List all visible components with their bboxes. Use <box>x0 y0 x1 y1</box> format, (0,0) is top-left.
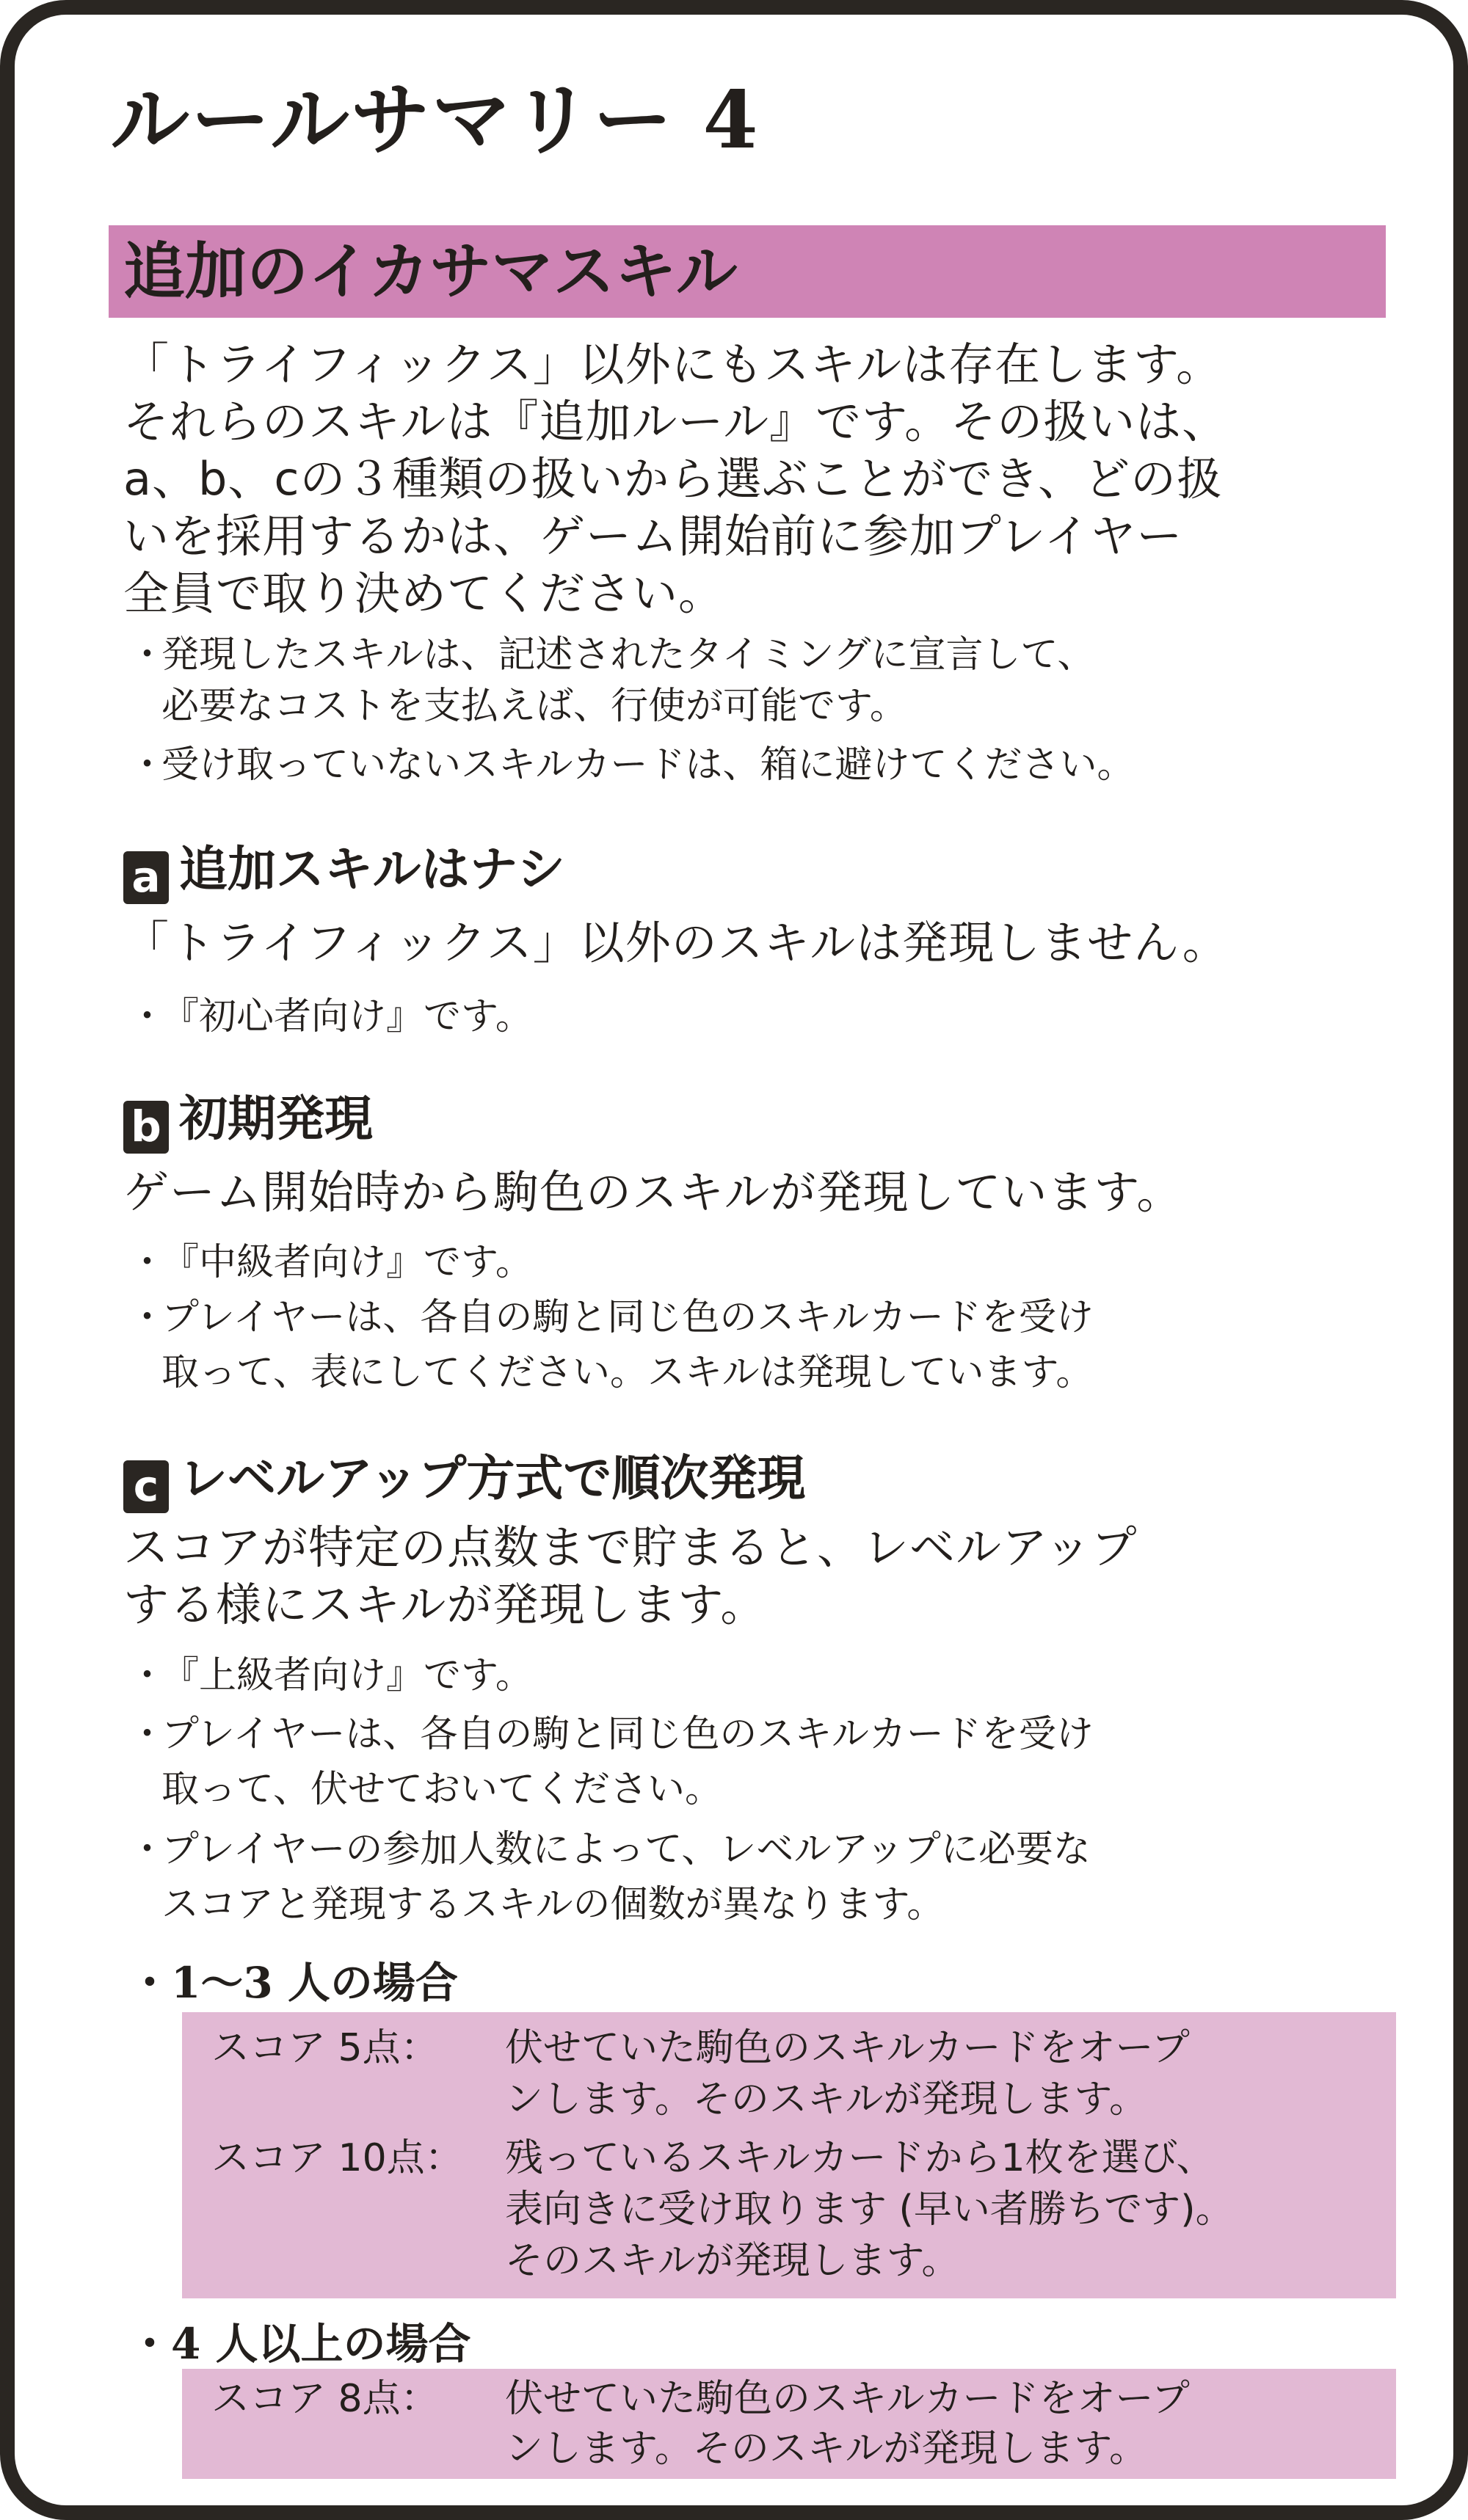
intro-line: いを採用するかは、ゲーム開始前に参加プレイヤー <box>123 509 1183 563</box>
score-text: 表向きに受け取ります (早い者勝ちです)。 <box>505 2188 1234 2232</box>
case-box-4-plus <box>182 2369 1396 2479</box>
bullet-line: 取って、伏せておいてください。 <box>161 1768 722 1811</box>
bullet-mark: ・ <box>128 1654 167 1697</box>
bullet-line: 発現したスキルは、記述されたタイミングに宣言して、 <box>161 633 1095 677</box>
option-c-title: レベルアップ方式で順次発現 <box>179 1450 806 1507</box>
bullet-mark: ・ <box>128 995 167 1038</box>
option-c-body: する様にスキルが発現します。 <box>123 1578 767 1631</box>
bullet-line: 『上級者向け』です。 <box>161 1654 533 1697</box>
option-a-heading <box>123 840 565 904</box>
score-text: ンします。そのスキルが発現します。 <box>505 2077 1148 2122</box>
score-text: そのスキルが発現します。 <box>505 2239 960 2283</box>
option-a-badge: a <box>123 851 169 904</box>
bullet-mark: ・ <box>128 1296 167 1339</box>
option-a-body: 「トライフィックス」以外のスキルは発現しません。 <box>123 916 1229 969</box>
option-a-title: 追加スキルはナシ <box>179 841 566 897</box>
option-b-title: 初期発現 <box>179 1090 373 1147</box>
option-c-heading <box>123 1449 805 1513</box>
bullet-mark: ・ <box>128 633 167 677</box>
score-text: 残っているスキルカードから1枚を選び、 <box>505 2136 1215 2180</box>
bullet-line: 取って、表にしてください。スキルは発現しています。 <box>161 1351 1094 1394</box>
bullet-line: 『初心者向け』です。 <box>161 995 533 1038</box>
score-label: スコア 8点： <box>211 2377 439 2421</box>
bullet-mark: ・ <box>128 743 167 787</box>
bullet-line: プレイヤーの参加人数によって、レベルアップに必要な <box>161 1828 1091 1871</box>
bullet-mark: ・ <box>128 1241 167 1284</box>
option-b-body: ゲーム開始時から駒色のスキルが発現しています。 <box>123 1165 1183 1219</box>
score-text: 伏せていた駒色のスキルカードをオープ <box>505 2026 1190 2070</box>
intro-line: 全員で取り決めてください。 <box>123 567 725 620</box>
bullet-line: スコアと発現するスキルの個数が異なります。 <box>161 1883 945 1926</box>
option-b-heading <box>123 1090 373 1154</box>
bullet-line: 『中級者向け』です。 <box>161 1241 533 1284</box>
intro-line: それらのスキルは『追加ルール』です。その扱いは、 <box>123 395 1229 448</box>
score-text: 伏せていた駒色のスキルカードをオープ <box>505 2377 1190 2421</box>
score-text: ンします。そのスキルが発現します。 <box>505 2427 1148 2471</box>
option-b-badge: b <box>123 1101 169 1154</box>
bullet-line: プレイヤーは、各自の駒と同じ色のスキルカードを受け <box>161 1713 1094 1756</box>
score-label: スコア 5点： <box>211 2026 439 2070</box>
intro-line: a、b、cの３種類の扱いから選ぶことができ、どの扱 <box>123 452 1223 506</box>
bullet-line: 受け取っていないスキルカードは、箱に避けてください。 <box>161 743 1135 787</box>
bullet-mark: ・ <box>128 1713 167 1756</box>
page-title: ルールサマリー 4 <box>110 74 760 167</box>
section-header-band <box>109 225 1386 318</box>
bullet-line: 必要なコストを支払えば、行使が可能です。 <box>161 685 907 728</box>
option-c-badge: c <box>123 1460 169 1513</box>
case-heading: ・1〜3 人の場合 <box>128 1958 458 2008</box>
intro-line: 「トライフィックス」以外にもスキルは存在します。 <box>123 338 1223 391</box>
bullet-line: プレイヤーは、各自の駒と同じ色のスキルカードを受け <box>161 1296 1094 1339</box>
case-heading: ・4 人以上の場合 <box>128 2319 471 2369</box>
section-title: 追加のイカサマスキル <box>123 236 738 307</box>
case-box-1-3 <box>182 2012 1396 2298</box>
bullet-mark: ・ <box>128 1828 167 1871</box>
option-c-body: スコアが特定の点数まで貯まると、レベルアップ <box>123 1521 1138 1574</box>
score-label: スコア 10点： <box>211 2136 463 2180</box>
